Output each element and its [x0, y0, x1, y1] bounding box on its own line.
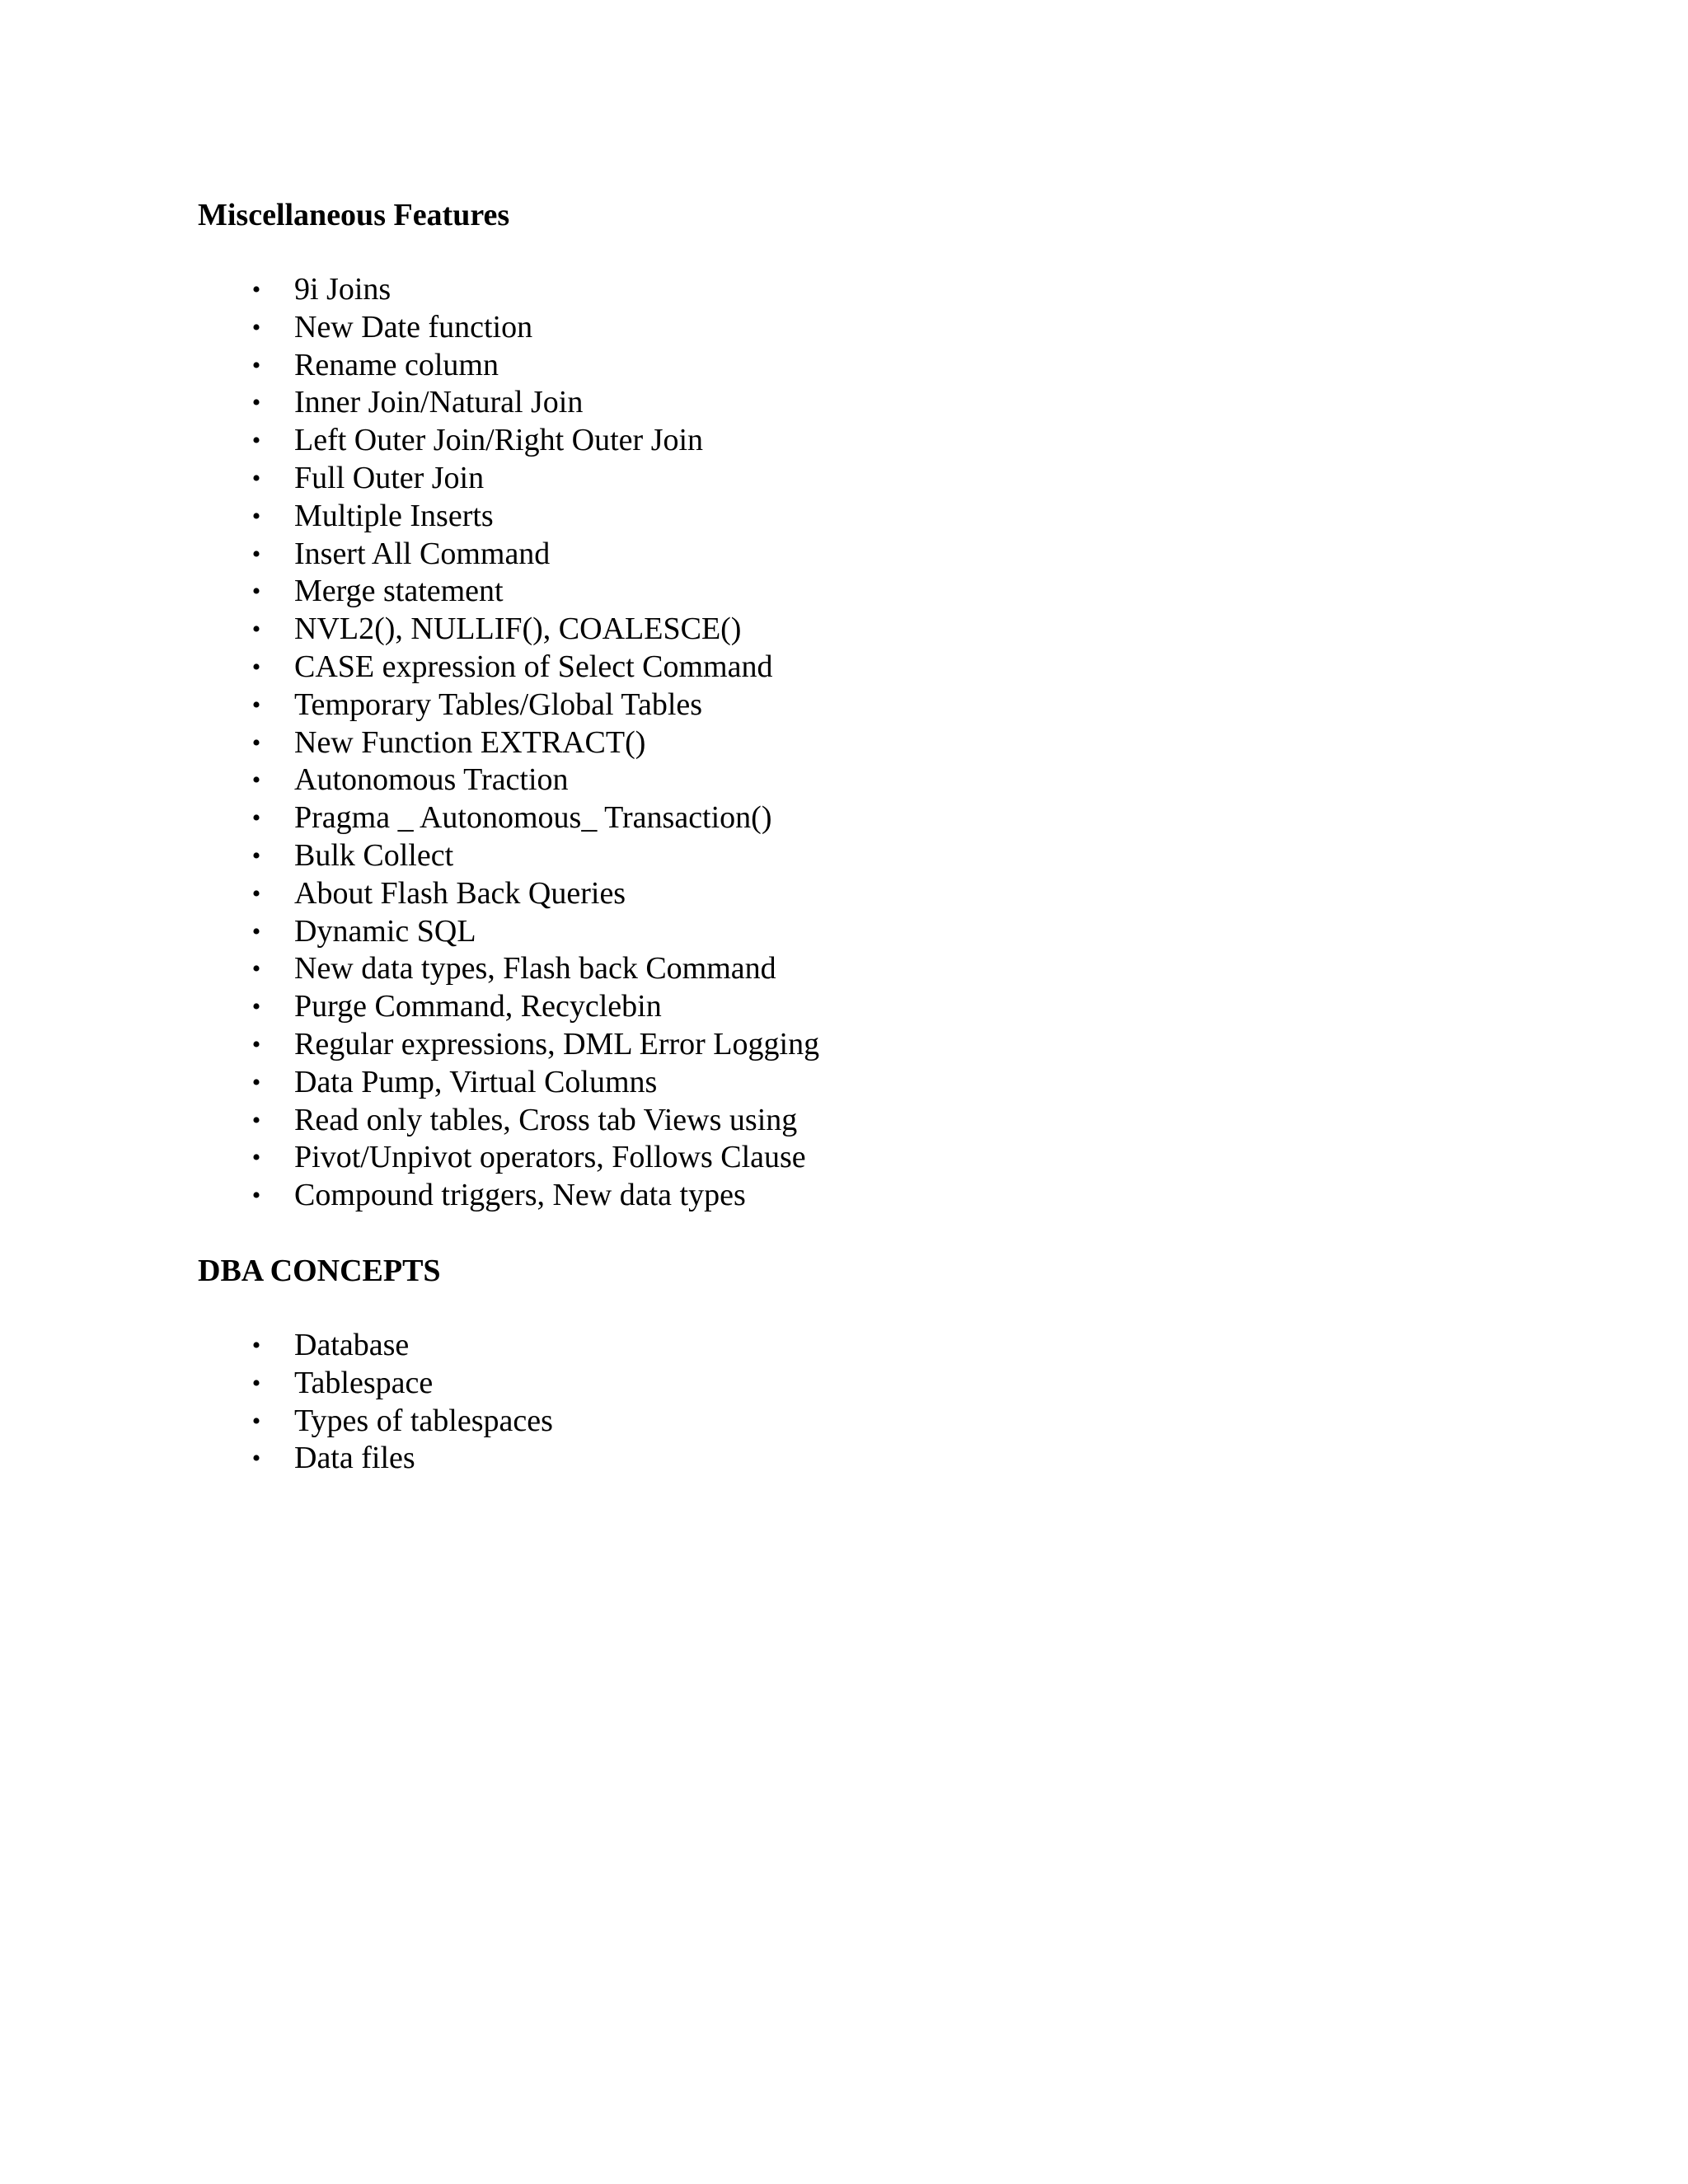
list-item [198, 1403, 1599, 1441]
bullet-icon: • [251, 766, 261, 794]
bullet-list [198, 1327, 1599, 1478]
list-item [198, 988, 1599, 1026]
section-miscellaneous-features [198, 194, 1599, 1215]
list-item-text: Bulk Collect [294, 837, 454, 873]
bullet-icon: • [251, 1106, 261, 1134]
list-item [198, 1327, 1599, 1365]
bullet-icon: • [251, 804, 261, 832]
list-item-text: Rename column [294, 347, 499, 382]
list-item-text: 9i Joins [294, 272, 392, 307]
list-item-text: Autonomous Traction [294, 762, 569, 798]
list-item-text: New Date function [294, 309, 533, 344]
list-item-text: Dynamic SQL [294, 913, 476, 949]
list-item-text: Temporary Tables/Global Tables [294, 687, 703, 722]
list-item [198, 384, 1599, 422]
bullet-icon: • [251, 1068, 261, 1096]
list-item [198, 913, 1599, 951]
list-item [198, 573, 1599, 611]
list-item [198, 611, 1599, 649]
bullet-icon: • [251, 427, 261, 455]
bullet-icon: • [251, 879, 261, 907]
bullet-icon: • [251, 502, 261, 530]
bullet-icon: • [251, 276, 261, 303]
list-item [198, 536, 1599, 574]
bullet-icon: • [251, 955, 261, 983]
bullet-icon: • [251, 1369, 261, 1397]
list-item [198, 837, 1599, 875]
bullet-icon: • [251, 729, 261, 757]
bullet-icon: • [251, 1332, 261, 1359]
list-item-text: Data Pump, Virtual Columns [294, 1064, 658, 1099]
list-item [198, 799, 1599, 837]
bullet-icon: • [251, 691, 261, 719]
list-item-text: Compound triggers, New data types [294, 1178, 746, 1213]
list-item [198, 1365, 1599, 1403]
list-item [198, 875, 1599, 913]
list-item-text: Types of tablespaces [294, 1403, 553, 1438]
bullet-icon: • [251, 841, 261, 869]
bullet-icon: • [251, 653, 261, 681]
list-item [198, 1440, 1599, 1478]
list-item-text: New data types, Flash back Command [294, 951, 776, 987]
list-item-text: NVL2(), NULLIF(), COALESCE() [294, 612, 742, 647]
bullet-icon: • [251, 464, 261, 492]
list-item [198, 460, 1599, 498]
bullet-icon: • [251, 540, 261, 568]
list-item-text: Multiple Inserts [294, 498, 494, 533]
bullet-icon: • [251, 1144, 261, 1172]
list-item-text: Database [294, 1328, 410, 1362]
bullet-icon: • [251, 1445, 261, 1473]
list-item-text: Inner Join/Natural Join [294, 385, 584, 420]
list-item-text: Left Outer Join/Right Outer Join [294, 423, 704, 458]
bullet-icon: • [251, 1030, 261, 1058]
list-item [198, 1177, 1599, 1215]
list-item-text: CASE expression of Select Command [294, 649, 773, 684]
bullet-icon: • [251, 389, 261, 417]
section-heading: Miscellaneous Features [198, 198, 510, 232]
list-item [198, 762, 1599, 799]
list-item-text: Data files [294, 1441, 415, 1476]
list-item [198, 347, 1599, 385]
bullet-icon: • [251, 917, 261, 945]
section-heading: DBA CONCEPTS [198, 1254, 441, 1288]
bullet-icon: • [251, 313, 261, 341]
list-item-text: Full Outer Join [294, 460, 485, 495]
list-item [198, 687, 1599, 724]
list-item-text: Insert All Command [294, 536, 551, 571]
list-item-text: Purge Command, Recyclebin [294, 989, 662, 1024]
bullet-list [198, 271, 1599, 1215]
bullet-icon: • [251, 616, 261, 644]
bullet-icon: • [251, 1182, 261, 1210]
list-item [198, 1139, 1599, 1177]
list-item-text: Merge statement [294, 574, 504, 609]
list-item-text: Pivot/Unpivot operators, Follows Clause [294, 1140, 806, 1175]
list-item-text: Regular expressions, DML Error Logging [294, 1026, 820, 1062]
bullet-icon: • [251, 993, 261, 1021]
list-item [198, 649, 1599, 687]
section-dba-concepts [198, 1250, 1599, 1478]
list-item [198, 1102, 1599, 1140]
list-item [198, 1064, 1599, 1102]
list-item [198, 309, 1599, 347]
list-item-text: Pragma _ Autonomous_ Transaction() [294, 800, 772, 836]
list-item [198, 1026, 1599, 1064]
bullet-icon: • [251, 351, 261, 379]
list-item [198, 271, 1599, 309]
list-item-text: Read only tables, Cross tab Views using [294, 1102, 798, 1137]
list-item-text: Tablespace [294, 1365, 434, 1400]
bullet-icon: • [251, 578, 261, 606]
bullet-icon: • [251, 1407, 261, 1435]
list-item [198, 724, 1599, 762]
list-item [198, 422, 1599, 460]
list-item-text: New Function EXTRACT() [294, 724, 646, 760]
list-item [198, 498, 1599, 536]
list-item [198, 950, 1599, 988]
list-item-text: About Flash Back Queries [294, 875, 626, 911]
